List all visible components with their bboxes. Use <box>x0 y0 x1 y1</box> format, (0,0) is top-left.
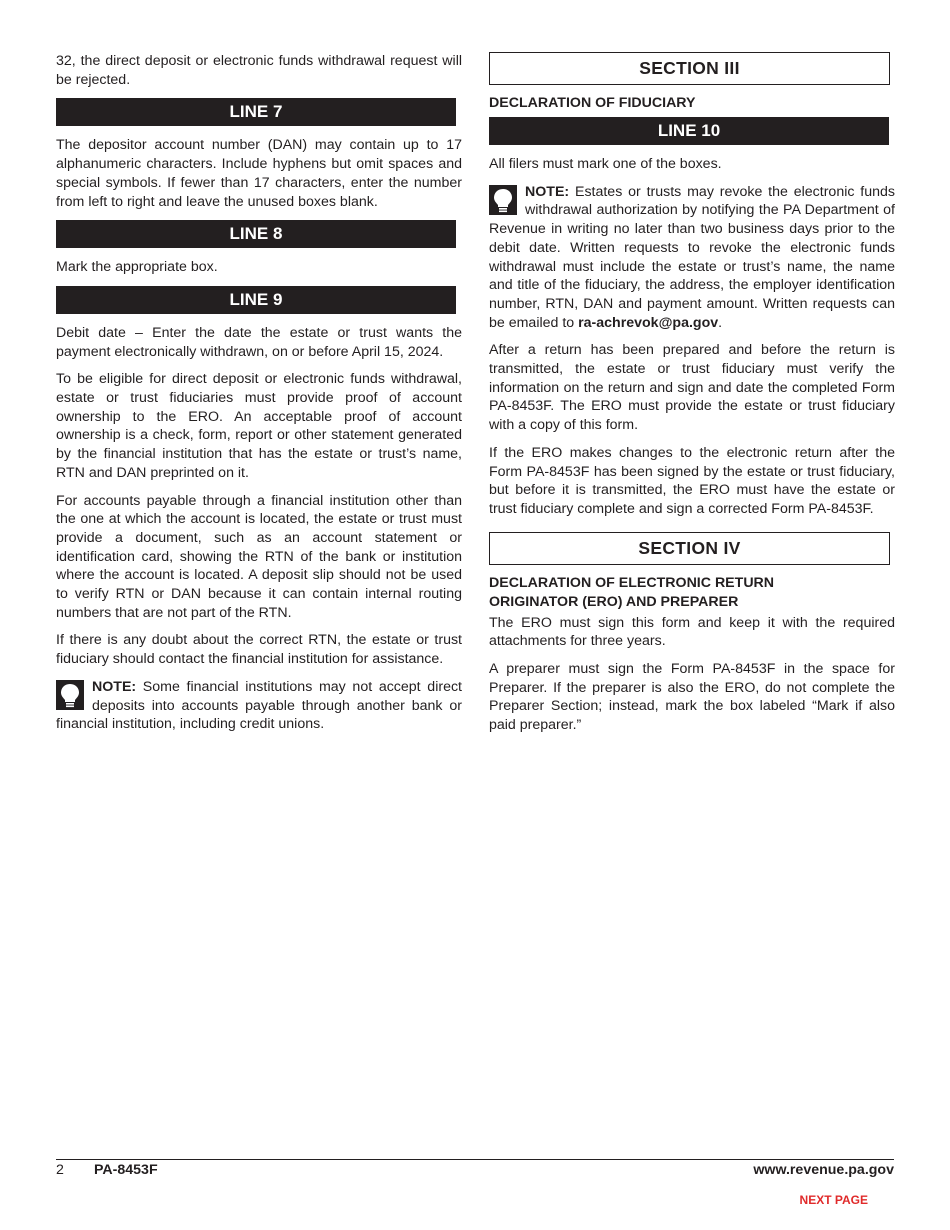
section-3-subhead: DECLARATION OF FIDUCIARY <box>489 95 696 111</box>
footer-form-name: PA-8453F <box>94 1162 158 1178</box>
section-4-header: SECTION IV <box>489 532 890 565</box>
line-10-header: LINE 10 <box>489 117 889 145</box>
footer-website-link[interactable]: www.revenue.pa.gov <box>753 1162 894 1178</box>
note-revoke-authorization <box>489 183 895 333</box>
right-column <box>489 52 895 744</box>
line-9-header: LINE 9 <box>56 286 456 314</box>
footer-divider <box>56 1159 894 1160</box>
revoke-email-link[interactable]: ra-achrevok@pa.gov <box>578 314 719 331</box>
line-9-doubt-text: If there is any doubt about the correct RTN, the estate or trust fiduciary should contact the financial institution for assistance. <box>56 632 462 668</box>
lightbulb-icon <box>489 185 517 215</box>
line-7-header: LINE 7 <box>56 98 456 126</box>
note-end: . <box>718 314 723 331</box>
section-4-subhead-line1: DECLARATION OF ELECTRONIC RETURN <box>489 574 775 591</box>
note-text: Estates or trusts may revoke the electronic funds withdrawal authorization by notifying the PA Department of Revenue in writing no later than two business days prior to the debit date. Written requests to revoke the electronic funds withdrawal must include the estate or trust’s name, the name and title of the fiduciary, the address, the employer identification number, RTN, DAN and payment amount. Written requests can be emailed to <box>489 183 895 331</box>
line-9-payable-through-text: For accounts payable through a financial institution other than the one at which the account is located, the estate or trust must provide a document, such as an account statement or identification card, showing the RTN of the bank or institution where the account is located. A deposit slip should not be used to verify RTN or DAN because it can contain internal routing numbers that are not part of the RTN. <box>56 492 462 621</box>
section-4-subhead <box>489 574 895 612</box>
page-number: 2 <box>56 1162 64 1178</box>
next-page-link[interactable]: NEXT PAGE <box>799 1193 868 1207</box>
section-4-subhead-line2: ORIGINATOR (ERO) AND PREPARER <box>489 593 739 610</box>
note-text: Some financial institutions may not accept direct deposits into accounts payable through another bank or financial institution, including credit unions. <box>56 678 462 733</box>
line-7-text: The depositor account number (DAN) may contain up to 17 alphanumeric characters. Include hyphens but omit spaces and special symbols. If fewer than 17 characters, enter the number from left to right and leave the unused boxes blank. <box>56 137 462 210</box>
note-label: NOTE: <box>92 678 137 695</box>
section-4-preparer-text: A preparer must sign the Form PA-8453F in the space for Preparer. If the preparer is also the ERO, do not complete the Preparer Section; instead, mark the box labeled “Mark if also paid preparer.” <box>489 661 895 734</box>
section-4-ero-text: The ERO must sign this form and keep it with the required attachments for three years. <box>489 614 895 650</box>
left-column <box>56 52 462 743</box>
line-8-header: LINE 8 <box>56 220 456 248</box>
section-3-header: SECTION III <box>489 52 890 85</box>
ero-changes-text: If the ERO makes changes to the electronic return after the Form PA-8453F has been signed by the estate or trust fiduciary, but before it is transmitted, the ERO must have the estate or trust fiduciary complete and sign a corrected Form PA-8453F. <box>489 444 895 517</box>
lightbulb-icon <box>56 680 84 710</box>
note-financial-institutions <box>56 678 462 734</box>
line-8-text: Mark the appropriate box. <box>56 259 218 276</box>
line-10-text: All filers must mark one of the boxes. <box>489 156 722 172</box>
line-9-debit-date-text: Debit date – Enter the date the estate or trust wants the payment electronically withdrawn, on or before April 15, 2024. <box>56 324 462 360</box>
intro-text: 32, the direct deposit or electronic funds withdrawal request will be rejected. <box>56 53 462 88</box>
line-9-eligibility-text: To be eligible for direct deposit or electronic funds withdrawal, estate or trust fiduciaries must provide proof of account ownership to the ERO. An acceptable proof of account ownership is a check, form, report or other statement generated by the financial institution that has the estate or trust’s name, RTN and DAN preprinted on it. <box>56 371 462 481</box>
note-label: NOTE: <box>525 183 570 200</box>
after-prepared-text: After a return has been prepared and before the return is transmitted, the estate or trust fiduciary must verify the information on the return and sign and date the completed Form PA-8453F. The ERO must provide the estate or trust fiduciary with a copy of this form. <box>489 342 895 434</box>
